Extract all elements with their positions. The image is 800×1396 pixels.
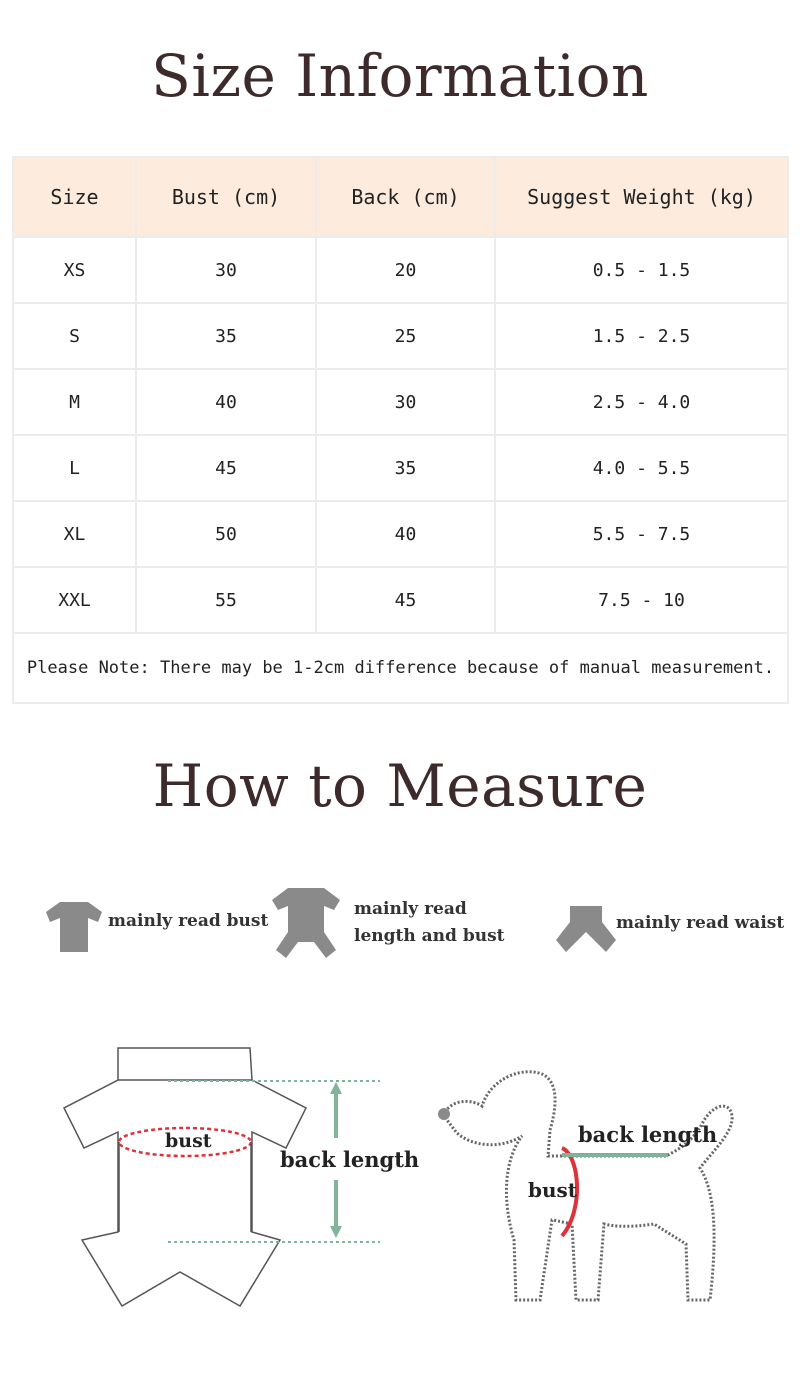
jumpsuit-icon (272, 886, 340, 960)
cell-weight: 0.5 - 1.5 (495, 237, 788, 303)
cell-back: 45 (316, 567, 495, 633)
cell-size: XXL (13, 567, 136, 633)
table-row (13, 435, 788, 501)
cell-size: M (13, 369, 136, 435)
size-information-title: Size Information (151, 42, 649, 110)
cell-weight: 7.5 - 10 (495, 567, 788, 633)
cell-bust: 45 (136, 435, 316, 501)
cell-back: 35 (316, 435, 495, 501)
header-bust: Bust (cm) (136, 157, 316, 237)
cell-size: S (13, 303, 136, 369)
cell-size: XL (13, 501, 136, 567)
table-row (13, 303, 788, 369)
legend-label-bust: mainly read bust (108, 911, 269, 931)
pants-icon (556, 906, 616, 952)
cell-bust: 50 (136, 501, 316, 567)
table-header-row (13, 157, 788, 237)
cell-bust: 35 (136, 303, 316, 369)
table-row (13, 369, 788, 435)
garment-diagram (60, 1044, 400, 1314)
size-chart-table (12, 156, 789, 704)
cell-bust: 40 (136, 369, 316, 435)
table-row (13, 501, 788, 567)
tshirt-icon (46, 898, 102, 954)
legend-label-length-bust (354, 896, 505, 950)
table-row (13, 567, 788, 633)
legend-line-1: mainly read (354, 899, 467, 919)
cell-bust: 55 (136, 567, 316, 633)
cell-bust: 30 (136, 237, 316, 303)
dog-back-length-label: back length (578, 1122, 718, 1147)
cell-weight: 4.0 - 5.5 (495, 435, 788, 501)
cell-weight: 1.5 - 2.5 (495, 303, 788, 369)
dog-silhouette-diagram (430, 1060, 750, 1318)
how-to-measure-title: How to Measure (152, 752, 648, 820)
cell-back: 20 (316, 237, 495, 303)
dog-bust-label: bust (528, 1178, 578, 1202)
cell-back: 40 (316, 501, 495, 567)
garment-bust-label: bust (165, 1130, 212, 1152)
garment-back-length-label: back length (280, 1147, 420, 1172)
table-row (13, 237, 788, 303)
cell-size: L (13, 435, 136, 501)
header-back: Back (cm) (316, 157, 495, 237)
measurement-note: Please Note: There may be 1-2cm difference because of manual measurement. (13, 633, 788, 703)
header-size: Size (13, 157, 136, 237)
table-note-row (13, 633, 788, 703)
cell-weight: 5.5 - 7.5 (495, 501, 788, 567)
cell-size: XS (13, 237, 136, 303)
cell-back: 25 (316, 303, 495, 369)
header-weight: Suggest Weight (kg) (495, 157, 788, 237)
legend-label-waist: mainly read waist (616, 913, 785, 933)
legend-line-2: length and bust (354, 926, 505, 946)
cell-weight: 2.5 - 4.0 (495, 369, 788, 435)
cell-back: 30 (316, 369, 495, 435)
